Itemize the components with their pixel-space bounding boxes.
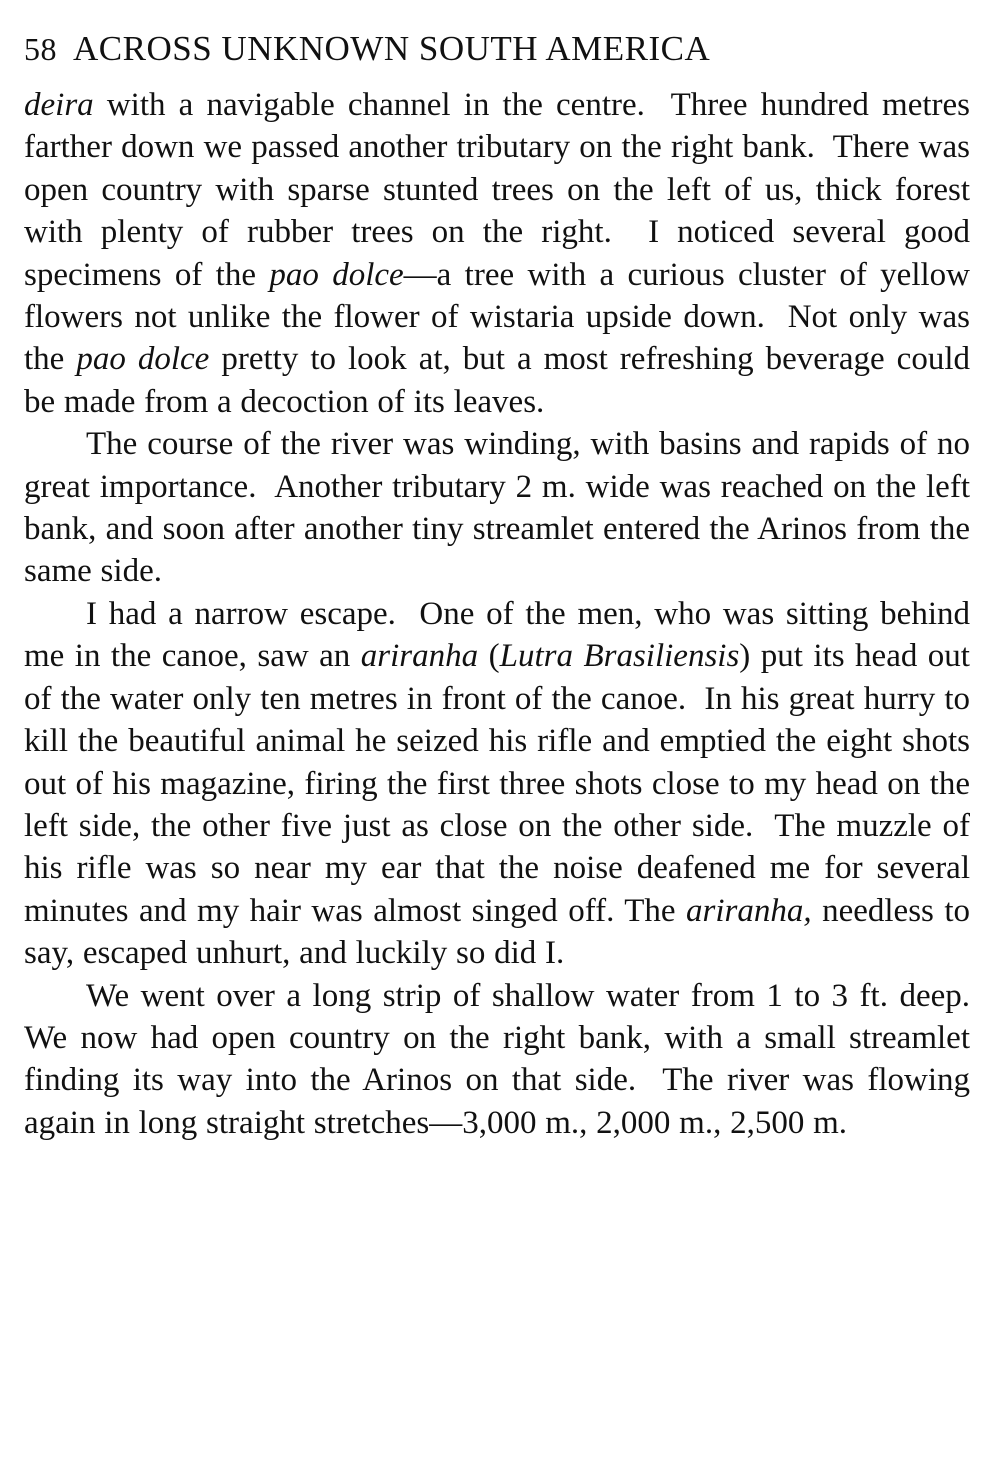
book-page <box>24 22 988 1144</box>
text-run: I had a narrow escape. One of the men, who was sitting behind me in the canoe, saw an <box>24 595 979 675</box>
paragraph <box>24 975 988 1145</box>
italic-term: ariranha <box>360 638 479 675</box>
page-number: 58 <box>24 31 57 67</box>
italic-term: Lutra Brasiliensis <box>499 638 740 675</box>
body-text <box>24 84 988 1144</box>
paragraph <box>24 593 979 975</box>
text-run: ) put its head out of the water only ten metres in front of the canoe. In his great hurry to kill the beautiful animal he seized his rifle and emptied the eight shots out of his magazine, firing the first three shots close to my head on the left side, the other five just as close on the other side. The muzzle of his rifle was so near my ear that the noise deafened me for several minutes and my hair was almost singed off. The <box>24 638 979 929</box>
text-run: —a tree with a curious cluster of yellow flowers not unlike the flower of wistaria upside down. Not only was the <box>24 256 979 378</box>
paragraph <box>24 84 979 423</box>
text-run: pretty to look at, but a most refreshing beverage could be made from a decoction of its leaves. <box>24 341 979 420</box>
paragraph <box>24 423 979 593</box>
italic-term: deira <box>24 87 94 123</box>
text-run: with a navigable channel in the centre. Three hundred metres farther down we passed another tributary on the right bank. There was open country with sparse stunted trees on the left of us, thick forest with plenty of rubber trees on the right. I noticed several good specimens of the <box>24 87 979 293</box>
text-run: The course of the river was winding, with basins and rapids of no great importance. Another tributary 2 m. wide was reached on the left bank, and soon after another tiny streamlet entered the Arinos from the same side. <box>24 426 979 590</box>
italic-term: pao dolce <box>269 256 404 293</box>
running-title: ACROSS UNKNOWN SOUTH AMERICA <box>73 29 711 68</box>
text-run: ( <box>478 638 500 675</box>
text-run: We went over a long strip of shallow water from 1 to 3 ft. deep. We now had open country on the right bank, with a small streamlet finding its way into the Arinos on that side. The river was flowing again in long straight stretches—3,000 m., 2,000 m., 2,500 m. <box>24 977 988 1141</box>
running-head <box>24 22 970 76</box>
italic-term: ariranha, <box>686 892 812 929</box>
italic-term: pao dolce <box>76 341 210 378</box>
text-run: needless to say, escaped unhurt, and luckily so did I. <box>24 892 979 972</box>
